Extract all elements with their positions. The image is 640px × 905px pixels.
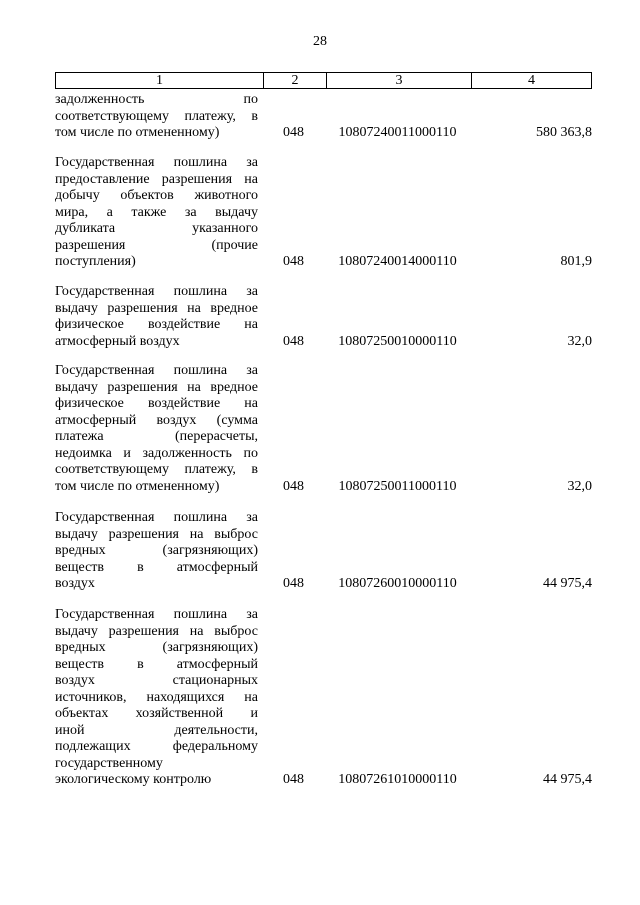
description-line: вредных (загрязняющих): [55, 543, 258, 558]
row-description: [55, 284, 258, 350]
description-line: платежа (перерасчеты,: [55, 429, 258, 444]
row-kbk: 10807240014000110: [338, 254, 457, 269]
row-code: 048: [283, 333, 304, 349]
description-line: источников, находящихся на: [55, 689, 258, 705]
row-kbk: 10807261010000110: [338, 772, 457, 787]
row-amount: 580 363,8: [536, 125, 592, 140]
row-kbk: 10807250011000110: [338, 478, 457, 494]
table-row: [55, 607, 592, 789]
header-col-4: 4: [471, 73, 591, 88]
header-col-1: 1: [156, 73, 163, 88]
row-kbk: 10807250010000110: [338, 333, 457, 349]
description-line: добычу объектов животного: [55, 188, 258, 203]
row-description: [55, 363, 258, 495]
description-line: воздух стационарных: [55, 673, 258, 688]
row-code: 048: [283, 125, 304, 140]
row-description: [55, 92, 258, 142]
description-line: том числе по отмененному): [55, 478, 220, 494]
description-line: Государственная пошлина за: [55, 607, 258, 622]
description-line: атмосферный воздух (сумма: [55, 412, 258, 428]
row-kbk: 10807240011000110: [338, 125, 457, 140]
row-description: [55, 510, 258, 593]
description-line: атмосферный воздух: [55, 333, 180, 349]
row-code: 048: [283, 772, 304, 787]
row-description: [55, 607, 258, 789]
description-line: дубликата указанного: [55, 221, 258, 236]
description-line: объектах хозяйственной и: [55, 706, 258, 721]
header-col-3: 3: [326, 73, 471, 88]
row-amount: 44 975,4: [543, 772, 592, 787]
table-row: [55, 363, 592, 495]
description-line: воздух: [55, 576, 95, 591]
description-line: физическое воздействие на: [55, 317, 258, 332]
row-amount: 801,9: [560, 254, 592, 269]
description-line: выдачу разрешения на вредное: [55, 379, 258, 395]
row-amount: 32,0: [567, 478, 592, 494]
row-amount: 44 975,4: [543, 576, 592, 591]
description-line: выдачу разрешения на вредное: [55, 300, 258, 316]
description-line: иной деятельности,: [55, 722, 258, 738]
description-line: государственному: [55, 755, 163, 771]
row-kbk: 10807260010000110: [338, 576, 457, 591]
description-line: подлежащих федеральному: [55, 739, 258, 754]
description-line: соответствующему платежу, в: [55, 108, 258, 124]
description-line: физическое воздействие на: [55, 396, 258, 411]
table-row: [55, 92, 592, 142]
description-line: выдачу разрешения на выброс: [55, 623, 258, 639]
description-line: вредных (загрязняющих): [55, 640, 258, 655]
description-line: выдачу разрешения на выброс: [55, 526, 258, 542]
description-line: Государственная пошлина за: [55, 155, 258, 170]
description-line: том числе по отмененному): [55, 125, 220, 140]
table-row: [55, 284, 592, 350]
description-line: веществ в атмосферный: [55, 656, 258, 672]
row-description: [55, 155, 258, 271]
description-line: задолженность по: [55, 92, 258, 107]
table-row: [55, 155, 592, 271]
table-row: [55, 510, 592, 593]
header-col-2: 2: [263, 73, 326, 88]
description-line: разрешения (прочие: [55, 237, 258, 253]
description-line: соответствующему платежу, в: [55, 462, 258, 477]
description-line: Государственная пошлина за: [55, 363, 258, 378]
description-line: веществ в атмосферный: [55, 559, 258, 575]
page-number: 28: [313, 34, 327, 49]
description-line: поступления): [55, 254, 136, 269]
description-line: Государственная пошлина за: [55, 284, 258, 299]
row-amount: 32,0: [567, 333, 592, 349]
description-line: предоставление разрешения на: [55, 171, 258, 187]
description-line: Государственная пошлина за: [55, 510, 258, 525]
row-code: 048: [283, 478, 304, 494]
table-header: [55, 72, 592, 89]
row-code: 048: [283, 576, 304, 591]
row-code: 048: [283, 254, 304, 269]
description-line: недоимка и задолженность по: [55, 445, 258, 461]
description-line: экологическому контролю: [55, 772, 212, 787]
description-line: мира, а также за выдачу: [55, 204, 258, 220]
